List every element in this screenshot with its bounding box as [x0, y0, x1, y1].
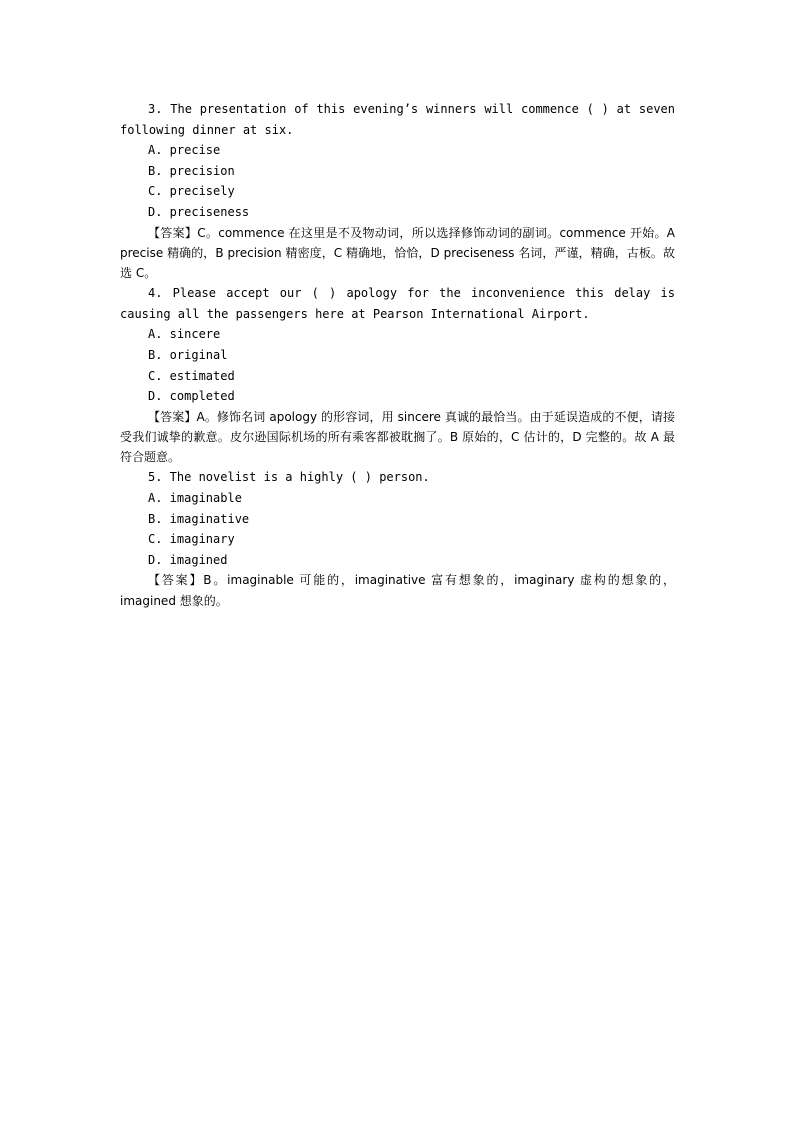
option-b: B. original — [148, 347, 228, 362]
option-b: B. imaginative — [148, 511, 250, 526]
answer-explanation: 【答案】B。imaginable 可能的，imaginative 富有想象的，imaginary 虚构的想象的，imagined 想象的。 — [120, 573, 675, 608]
option-b: B. precision — [148, 163, 235, 178]
option-d: D. imagined — [148, 552, 228, 567]
option-d: D. completed — [148, 389, 235, 404]
answer-explanation: 【答案】C。commence 在这里是不及物动词，所以选择修饰动词的副词。commence 开始。A precise 精确的，B precision 精密度，C 精确地，恰恰，D preciseness 名词，严谨，精确，古板。故选 C。 — [120, 225, 675, 280]
document-page — [120, 99, 675, 611]
option-a: A. precise — [148, 143, 221, 158]
option-c: C. precisely — [148, 184, 235, 199]
question-stem: 3. The presentation of this evening’s winners will commence ( ) at seven following dinner at six. — [120, 102, 675, 137]
question-3 — [120, 99, 675, 283]
question-stem: 4. Please accept our ( ) apology for the inconvenience this delay is causing all the passengers here at Pearson International Airport. — [120, 286, 675, 321]
option-d: D. preciseness — [148, 204, 250, 219]
option-c: C. estimated — [148, 368, 235, 383]
option-a: A. sincere — [148, 327, 221, 342]
option-c: C. imaginary — [148, 532, 235, 547]
question-4 — [120, 283, 675, 467]
question-stem: 5. The novelist is a highly ( ) person. — [148, 470, 430, 485]
question-5 — [120, 467, 675, 610]
answer-explanation: 【答案】A。修饰名词 apology 的形容词，用 sincere 真诚的最恰当。由于延误造成的不便，请接受我们诚挚的歉意。皮尔逊国际机场的所有乘客都被耽搁了。B 原始的，C 估计的，D 完整的。故 A 最符合题意。 — [120, 409, 675, 465]
option-a: A. imaginable — [148, 490, 242, 505]
